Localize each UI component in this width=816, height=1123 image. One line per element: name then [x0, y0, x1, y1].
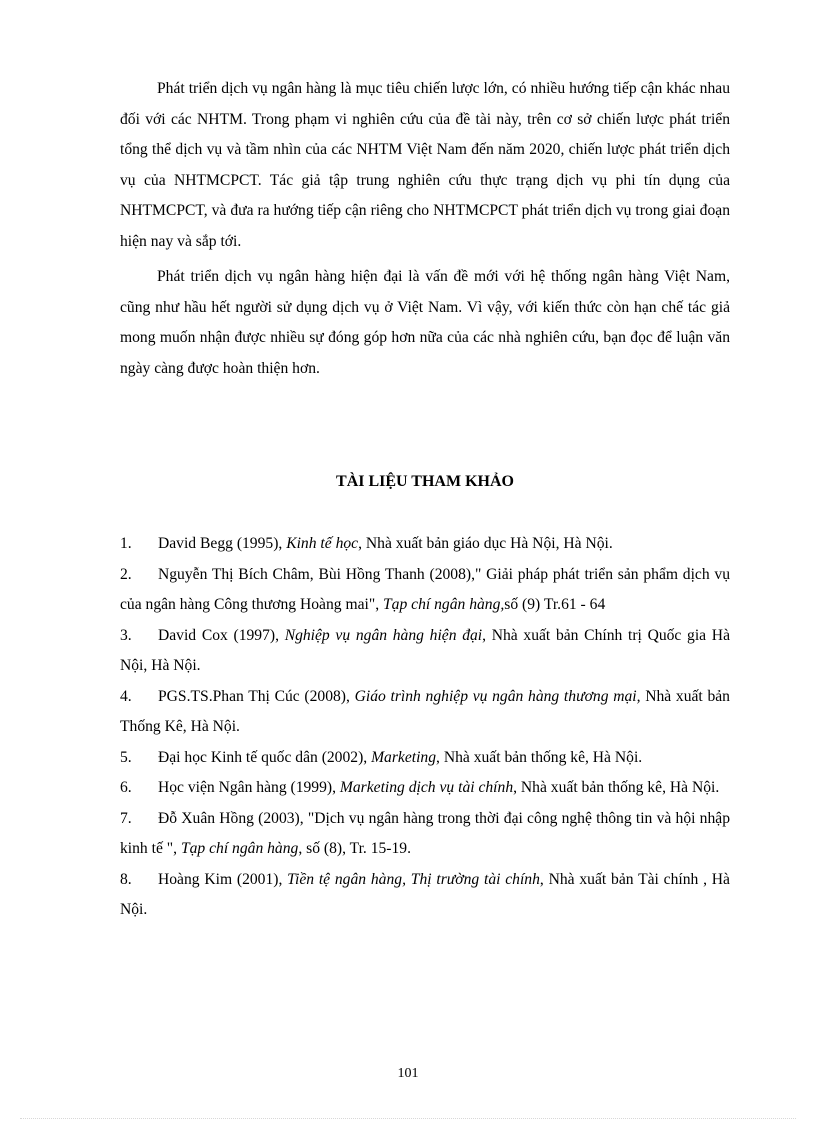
reference-title: Tiền tệ ngân hàng, Thị trường tài chính	[287, 870, 540, 888]
reference-author-year: Đỗ Xuân Hồng (2003), "Dịch vụ ngân hàng trong thời đại công nghệ thông tin và hội nhập kinh tế ",	[120, 809, 730, 857]
reference-item	[120, 865, 730, 926]
reference-item	[120, 621, 730, 682]
reference-title: Tạp chí ngân hàng	[180, 840, 299, 857]
reference-title: Marketing dịch vụ tài chính	[339, 779, 514, 796]
reference-number: 4.	[120, 687, 132, 705]
reference-number: 6.	[120, 779, 132, 796]
reference-author-year: David Begg (1995),	[158, 535, 287, 552]
reference-publisher: , Nhà xuất bản thống kê, Hà Nội.	[436, 748, 643, 766]
reference-number: 8.	[120, 870, 132, 888]
reference-publisher: , Nhà xuất bản giáo dục Hà Nội, Hà Nội.	[358, 535, 613, 552]
reference-author-year: Hoàng Kim (2001),	[158, 870, 288, 888]
reference-publisher: , Nhà xuất bản thống kê, Hà Nội.	[513, 779, 720, 796]
page-number: 101	[397, 1066, 419, 1081]
reference-author-year: PGS.TS.Phan Thị Cúc (2008),	[158, 687, 355, 705]
reference-publisher: Nhà xuất bản Thống Kê, Hà Nội.	[120, 687, 730, 735]
reference-number: 1.	[120, 535, 132, 552]
body-paragraph-2	[120, 262, 730, 384]
paragraph-text: Phát triển dịch vụ ngân hàng là mục tiêu chiến lược lớn, có nhiều hướng tiếp cận khác nhau đối với các NHTM. Trong phạm vi nghiên cứu của đề tài này, trên cơ sở chiến lược phát triển tổng thể dịch vụ và tầm nhìn của các NHTM Việt Nam đến năm 2020, chiến lược phát triển dịch vụ của NHTMCPCT. Tác giả tập trung nghiên cứu thực trạng dịch vụ phi tín dụng của NHTMCPCT, và đưa ra hướng tiếp cận riêng cho NHTMCPCT phát triển dịch vụ trong giai đoạn hiện nay và sắp tới.	[120, 80, 730, 250]
reference-title: Giáo trình nghiệp vụ ngân hàng thương mại,	[354, 687, 641, 705]
reference-title: Nghiệp vụ ngân hàng hiện đại	[284, 626, 483, 644]
reference-author-year: Học viện Ngân hàng (1999),	[158, 779, 340, 796]
reference-number: 5.	[120, 748, 132, 766]
reference-item	[120, 560, 730, 621]
reference-publisher: , Nhà xuất bản Tài chính , Hà Nội.	[120, 870, 730, 918]
reference-item	[120, 743, 730, 774]
reference-title: Tạp chí ngân hàng,	[383, 596, 505, 613]
references-heading: TÀI LIỆU THAM KHẢO	[336, 473, 514, 490]
reference-list	[120, 529, 730, 926]
reference-item	[120, 773, 730, 804]
reference-author-year: Nguyễn Thị Bích Châm, Bùi Hồng Thanh (2008)," Giải pháp phát triển sản phẩm dịch vụ của ngân hàng Công thương Hoàng mai",	[120, 565, 730, 613]
reference-title: Marketing	[371, 748, 437, 766]
reference-author-year: Đại học Kinh tế quốc dân (2002),	[158, 748, 372, 766]
reference-item	[120, 804, 730, 865]
paragraph-text: Phát triển dịch vụ ngân hàng hiện đại là vấn đề mới với hệ thống ngân hàng Việt Nam, cũng như hầu hết người sử dụng dịch vụ ở Việt Nam. Vì vậy, với kiến thức còn hạn chế tác giả mong muốn nhận được nhiều sự đóng góp hơn nữa của các nhà nghiên cứu, bạn đọc để luận văn ngày càng được hoàn thiện hơn.	[120, 268, 730, 377]
reference-number: 3.	[120, 626, 132, 644]
reference-publisher: , số (8), Tr. 15-19.	[298, 840, 411, 857]
page-bottom-divider	[20, 1118, 796, 1119]
reference-number: 2.	[120, 565, 132, 583]
reference-publisher: , Nhà xuất bản Chính trị Quốc gia Hà Nội, Hà Nội.	[120, 626, 730, 674]
reference-publisher: số (9) Tr.61 - 64	[504, 596, 606, 613]
reference-author-year: David Cox (1997),	[158, 626, 285, 644]
reference-title: Kinh tế học	[286, 535, 359, 552]
reference-item	[120, 529, 730, 560]
body-paragraph-1	[120, 74, 730, 257]
reference-number: 7.	[120, 809, 132, 827]
reference-item	[120, 682, 730, 743]
